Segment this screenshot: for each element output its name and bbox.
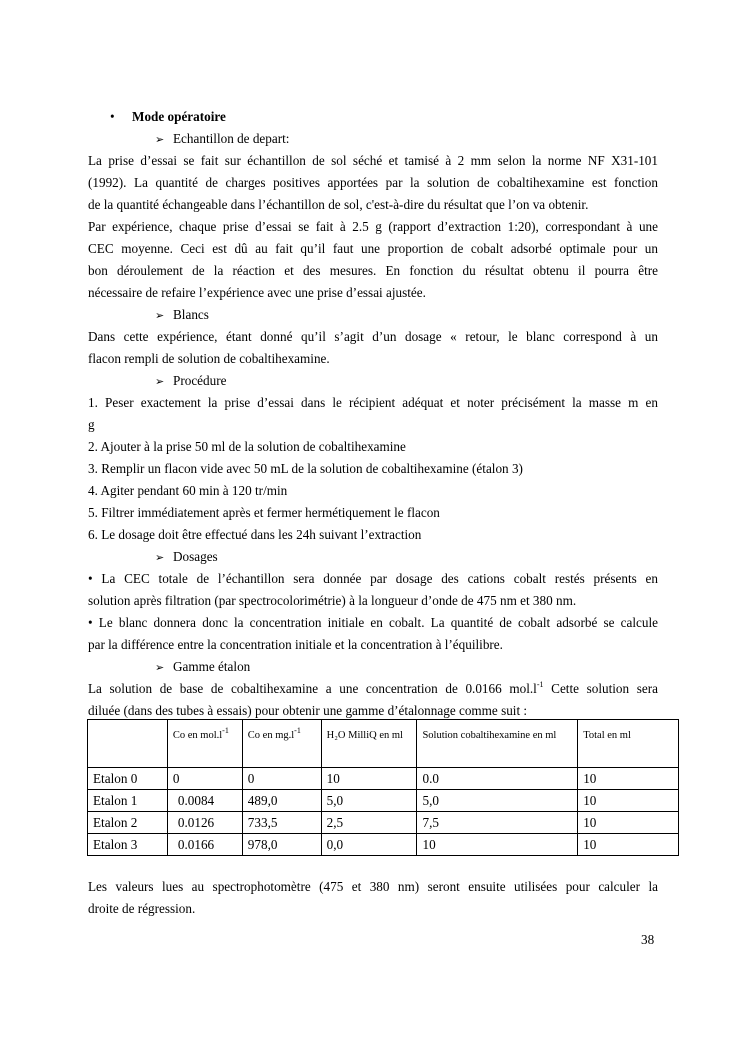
cell-solution: 0.0	[417, 768, 578, 790]
table-row	[88, 834, 679, 856]
section-heading	[110, 106, 226, 128]
cell-water: 2,5	[321, 812, 417, 834]
header-cell: Solution cobaltihexamine en ml	[417, 720, 578, 768]
cell-water: 10	[321, 768, 417, 790]
arrow-bullet-icon: ➢	[155, 662, 165, 674]
procedure-step: 2. Ajouter à la prise 50 ml de la solution de cobaltihexamine	[88, 439, 406, 454]
header-cell	[167, 720, 242, 768]
procedure-step: g	[88, 417, 95, 432]
calibration-table	[87, 719, 679, 856]
paragraph-line: nécessaire de refaire l’expérience avec une prise d’essai ajustée.	[88, 285, 426, 300]
superscript: -1	[536, 679, 544, 689]
procedure-step: 6. Le dosage doit être effectué dans les 24h suivant l’extraction	[88, 527, 422, 542]
cell-mol: 0.0084	[167, 790, 242, 812]
cell-mol: 0	[167, 768, 242, 790]
header-cell: Total en ml	[578, 720, 679, 768]
text-run: Cette solution sera	[543, 681, 658, 696]
paragraph-line: CEC moyenne. Ceci est dû au fait qu’il faut une proportion de cobalt adsorbé optimale pour un	[88, 241, 658, 256]
procedure-step: 4. Agiter pendant 60 min à 120 tr/min	[88, 483, 288, 498]
paragraph-line: La prise d’essai se fait sur échantillon de sol séché et tamisé à 2 mm selon la norme NF X31-101	[88, 153, 658, 168]
paragraph-line: solution après filtration (par spectrocolorimétrie) à la longueur d’onde de 475 nm et 380 nm.	[88, 593, 577, 608]
subheading-procedure	[155, 370, 226, 393]
subheading-echantillon	[155, 128, 289, 151]
table-row	[88, 790, 679, 812]
header-cell	[242, 720, 321, 768]
paragraph-line: (1992). La quantité de charges positives apportées par la solution de cobaltihexamine est fonction	[88, 175, 658, 190]
header-cell	[88, 720, 168, 768]
paragraph-line: de la quantité échangeable dans l’échantillon de sol, c'est-à-dire du résultat que l’on va obtenir.	[88, 197, 589, 212]
cell-total: 10	[578, 768, 679, 790]
arrow-bullet-icon: ➢	[155, 376, 165, 388]
cell-mg: 0	[242, 768, 321, 790]
header-cell: H₂O MilliQ en ml	[321, 720, 417, 768]
header-text: Co en mol.l	[172, 730, 223, 741]
paragraph-line: Dans cette expérience, étant donné qu’il s’agit d’un dosage « retour, le blanc correspond à un	[88, 329, 658, 344]
subheading-gamme	[155, 656, 250, 679]
paragraph-line	[88, 678, 658, 700]
cell-mol: 0.0126	[167, 812, 242, 834]
row-label: Etalon 3	[88, 834, 168, 856]
paragraph-line: • Le blanc donnera donc la concentration initiale en cobalt. La quantité de cobalt adsorbé se calcule	[88, 615, 658, 630]
cell-water: 5,0	[321, 790, 417, 812]
procedure-step: 3. Remplir un flacon vide avec 50 mL de la solution de cobaltihexamine (étalon 3)	[88, 461, 523, 476]
cell-mol: 0.0166	[167, 834, 242, 856]
cell-water: 0,0	[321, 834, 417, 856]
bullet-icon: •	[110, 109, 115, 124]
superscript: -1	[294, 725, 301, 735]
cell-total: 10	[578, 834, 679, 856]
arrow-bullet-icon: ➢	[155, 310, 165, 322]
superscript: -1	[222, 725, 229, 735]
cell-mg: 489,0	[242, 790, 321, 812]
page-number: 38	[641, 932, 655, 947]
subheading-text: Dosages	[173, 549, 218, 564]
paragraph-line: droite de régression.	[88, 901, 196, 916]
subheading-text: Blancs	[173, 307, 209, 322]
cell-mg: 978,0	[242, 834, 321, 856]
paragraph-line: par la différence entre la concentration initiale et la concentration à l’équilibre.	[88, 637, 503, 652]
row-label: Etalon 1	[88, 790, 168, 812]
header-text: Co en mg.l	[247, 730, 295, 741]
paragraph-line: bon déroulement de la réaction et des mesures. En fonction du résultat obtenu il pourra être	[88, 263, 658, 278]
section-title: Mode opératoire	[132, 109, 226, 124]
paragraph-line: Par expérience, chaque prise d’essai se fait à 2.5 g (rapport d’extraction 1:20), correspondant à une	[88, 219, 658, 234]
table-row	[88, 812, 679, 834]
row-label: Etalon 0	[88, 768, 168, 790]
cell-solution: 10	[417, 834, 578, 856]
paragraph-line: flacon rempli de solution de cobaltihexamine.	[88, 351, 330, 366]
subheading-blancs	[155, 304, 209, 327]
subheading-text: Procédure	[173, 373, 227, 388]
procedure-step: 1. Peser exactement la prise d’essai dans le récipient adéquat et noter précisément la masse m en	[88, 395, 658, 410]
procedure-step: 5. Filtrer immédiatement après et fermer hermétiquement le flacon	[88, 505, 440, 520]
table-header-row	[88, 720, 679, 768]
paragraph-line: • La CEC totale de l’échantillon sera donnée par dosage des cations cobalt restés présents en	[88, 571, 658, 586]
cell-mg: 733,5	[242, 812, 321, 834]
cell-total: 10	[578, 812, 679, 834]
subheading-dosages	[155, 546, 218, 569]
subheading-text: Echantillon de depart:	[173, 131, 290, 146]
paragraph-line: Les valeurs lues au spectrophotomètre (475 et 380 nm) seront ensuite utilisées pour calculer la	[88, 879, 658, 894]
cell-total: 10	[578, 790, 679, 812]
row-label: Etalon 2	[88, 812, 168, 834]
arrow-bullet-icon: ➢	[155, 134, 165, 146]
cell-solution: 5,0	[417, 790, 578, 812]
cell-solution: 7,5	[417, 812, 578, 834]
text-run: La solution de base de cobaltihexamine a une concentration de 0.0166 mol.l	[88, 681, 537, 696]
paragraph-line: diluée (dans des tubes à essais) pour obtenir une gamme d’étalonnage comme suit :	[88, 703, 528, 718]
arrow-bullet-icon: ➢	[155, 552, 165, 564]
table-row	[88, 768, 679, 790]
subheading-text: Gamme étalon	[173, 659, 251, 674]
